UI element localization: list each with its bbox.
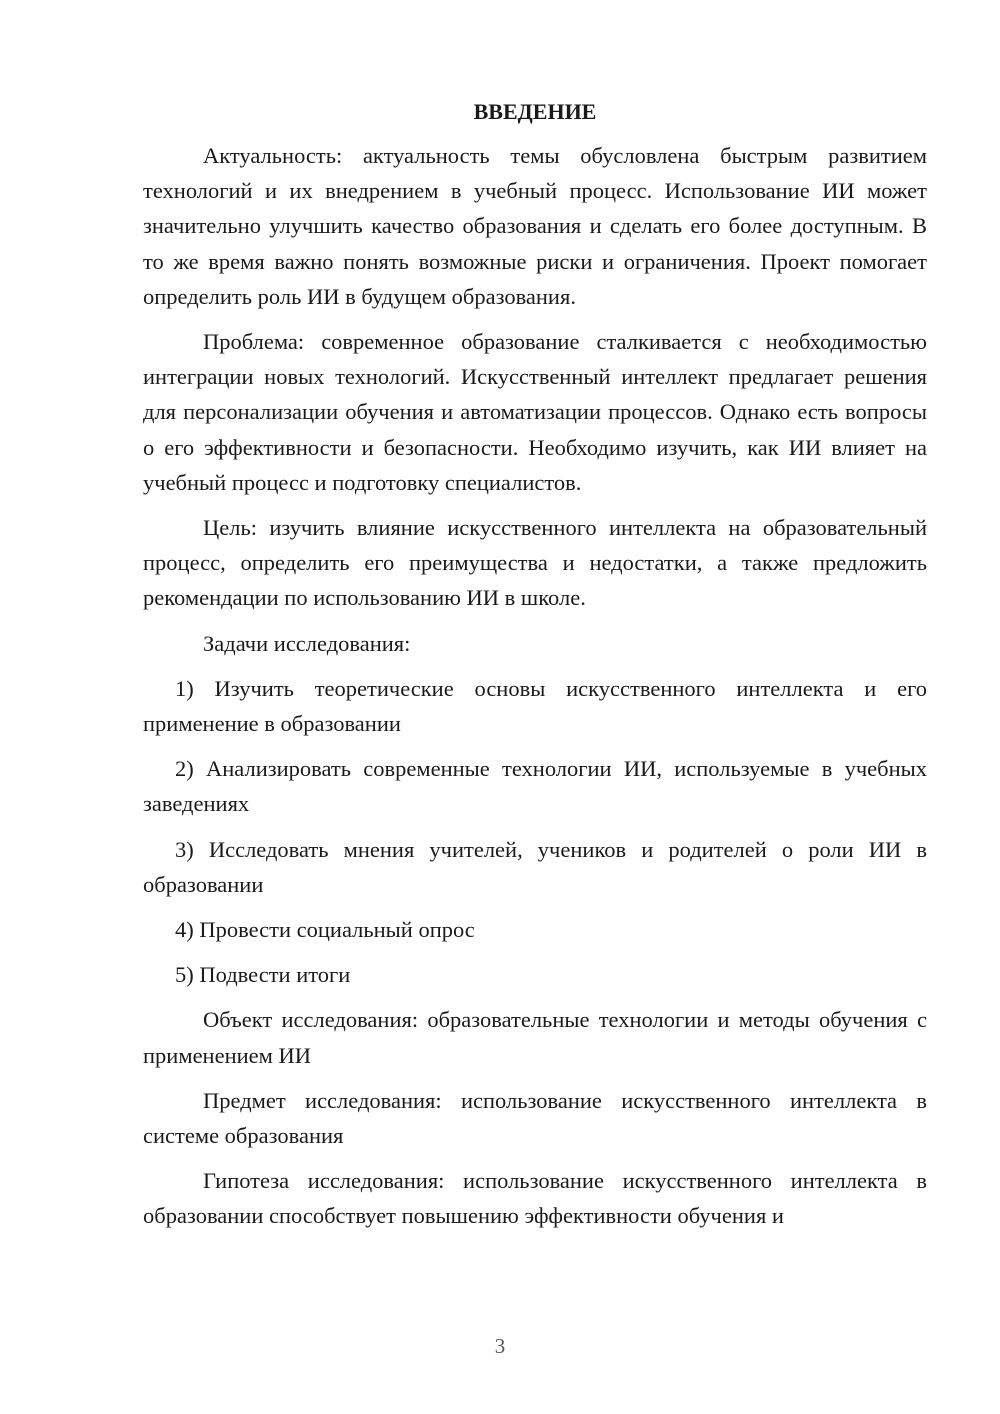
task-item-4: 4) Провести социальный опрос bbox=[175, 917, 475, 943]
paragraph-relevance: Актуальность: актуальность темы обусловлена быстрым развитием технологий и их внедрением в учебный процесс. Использование ИИ может значительно улучшить качество образования и сделать его более доступным. В то же время важно понять возможные риски и ограничения. Проект помогает определить роль ИИ в будущем образования. bbox=[143, 143, 927, 309]
paragraph-subject: Предмет исследования: использование искусственного интеллекта в системе образования bbox=[143, 1087, 927, 1149]
paragraph-object: Объект исследования: образовательные технологии и методы обучения с применением ИИ bbox=[143, 1007, 927, 1068]
page-number: 3 bbox=[494, 1334, 506, 1358]
task-item-1: 1) Изучить теоретические основы искусственного интеллекта и его применение в образовании bbox=[143, 675, 927, 737]
task-item-2: 2) Анализировать современные технологии ИИ, используемые в учебных заведениях bbox=[143, 756, 927, 817]
task-item-3: 3) Исследовать мнения учителей, учеников и родителей о роли ИИ в образовании bbox=[143, 836, 927, 897]
paragraph-goal: Цель: изучить влияние искусственного интеллекта на образовательный процесс, определить его преимущества и недостатки, а также предложить рекомендации по использованию ИИ в школе. bbox=[143, 515, 927, 611]
paragraph-hypothesis: Гипотеза исследования: использование искусственного интеллекта в образовании способствует повышению эффективности обучения и bbox=[143, 1168, 927, 1229]
task-item-5: 5) Подвести итоги bbox=[175, 962, 351, 988]
page-heading: ВВЕДЕНИЕ bbox=[473, 99, 597, 124]
paragraph-tasks-intro: Задачи исследования: bbox=[203, 630, 411, 656]
document-body bbox=[143, 96, 927, 1244]
paragraph-problem: Проблема: современное образование сталкивается с необходимостью интеграции новых технологий. Искусственный интеллект предлагает решения для персонализации обучения и автоматизации процессов. Однако есть вопросы о его эффективности и безопасности. Необходимо изучить, как ИИ влияет на учебный процесс и подготовку специалистов. bbox=[143, 329, 927, 495]
